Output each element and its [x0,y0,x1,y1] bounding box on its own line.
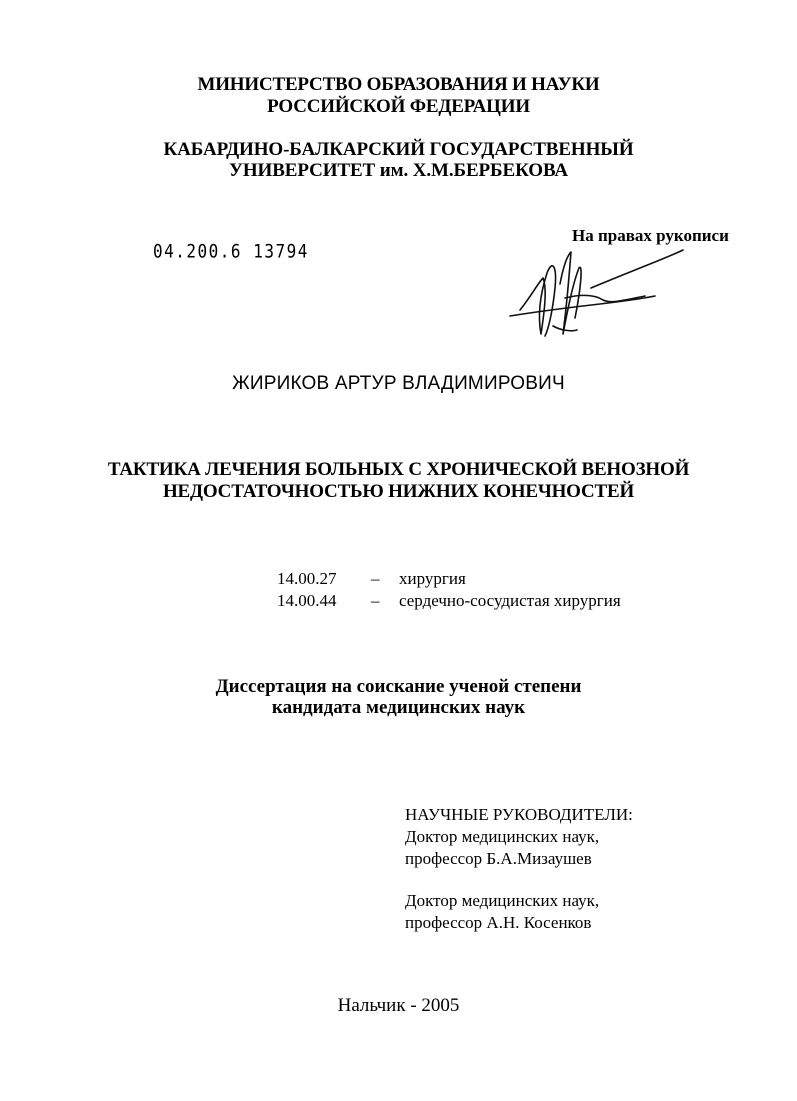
dissertation-title-line-1: ТАКТИКА ЛЕЧЕНИЯ БОЛЬНЫХ С ХРОНИЧЕСКОЙ ВЕНОЗНОЙ [107,459,690,480]
specialty-code: 14.00.27 [277,569,337,588]
specialty-name: хирургия [399,569,466,588]
dissertation-type-line-2: кандидата медицинских наук [271,697,526,718]
archive-stamp-number: 04.200.6 13794 [153,240,309,262]
advisor-name: профессор Б.А.Мизаушев [405,849,592,868]
city-year: Нальчик - 2005 [337,995,460,1016]
signature-icon [505,238,695,348]
advisor-name: профессор А.Н. Косенков [405,913,592,932]
university-line-2: УНИВЕРСИТЕТ им. Х.М.БЕРБЕКОВА [229,160,568,181]
specialty-dash: – [371,591,380,610]
specialty-dash: – [371,569,380,588]
university-line-1: КАБАРДИНО-БАЛКАРСКИЙ ГОСУДАРСТВЕННЫЙ [163,139,634,160]
ministry-line-2: РОССИЙСКОЙ ФЕДЕРАЦИИ [267,96,530,117]
specialty-code: 14.00.44 [277,591,337,610]
advisor-degree: Доктор медицинских наук, [405,891,600,910]
dissertation-title-line-2: НЕДОСТАТОЧНОСТЬЮ НИЖНИХ КОНЕЧНОСТЕЙ [162,481,635,502]
author-name: ЖИРИКОВ АРТУР ВЛАДИМИРОВИЧ [232,373,565,394]
dissertation-type-line-1: Диссертация на соискание ученой степени [215,676,582,697]
advisor-degree: Доктор медицинских наук, [405,827,600,846]
manuscript-rights-label: На правах рукописи [572,226,729,245]
specialty-name: сердечно-сосудистая хирургия [399,591,621,610]
ministry-line-1: МИНИСТЕРСТВО ОБРАЗОВАНИЯ И НАУКИ [197,74,600,95]
advisors-heading: НАУЧНЫЕ РУКОВОДИТЕЛИ: [405,805,633,824]
